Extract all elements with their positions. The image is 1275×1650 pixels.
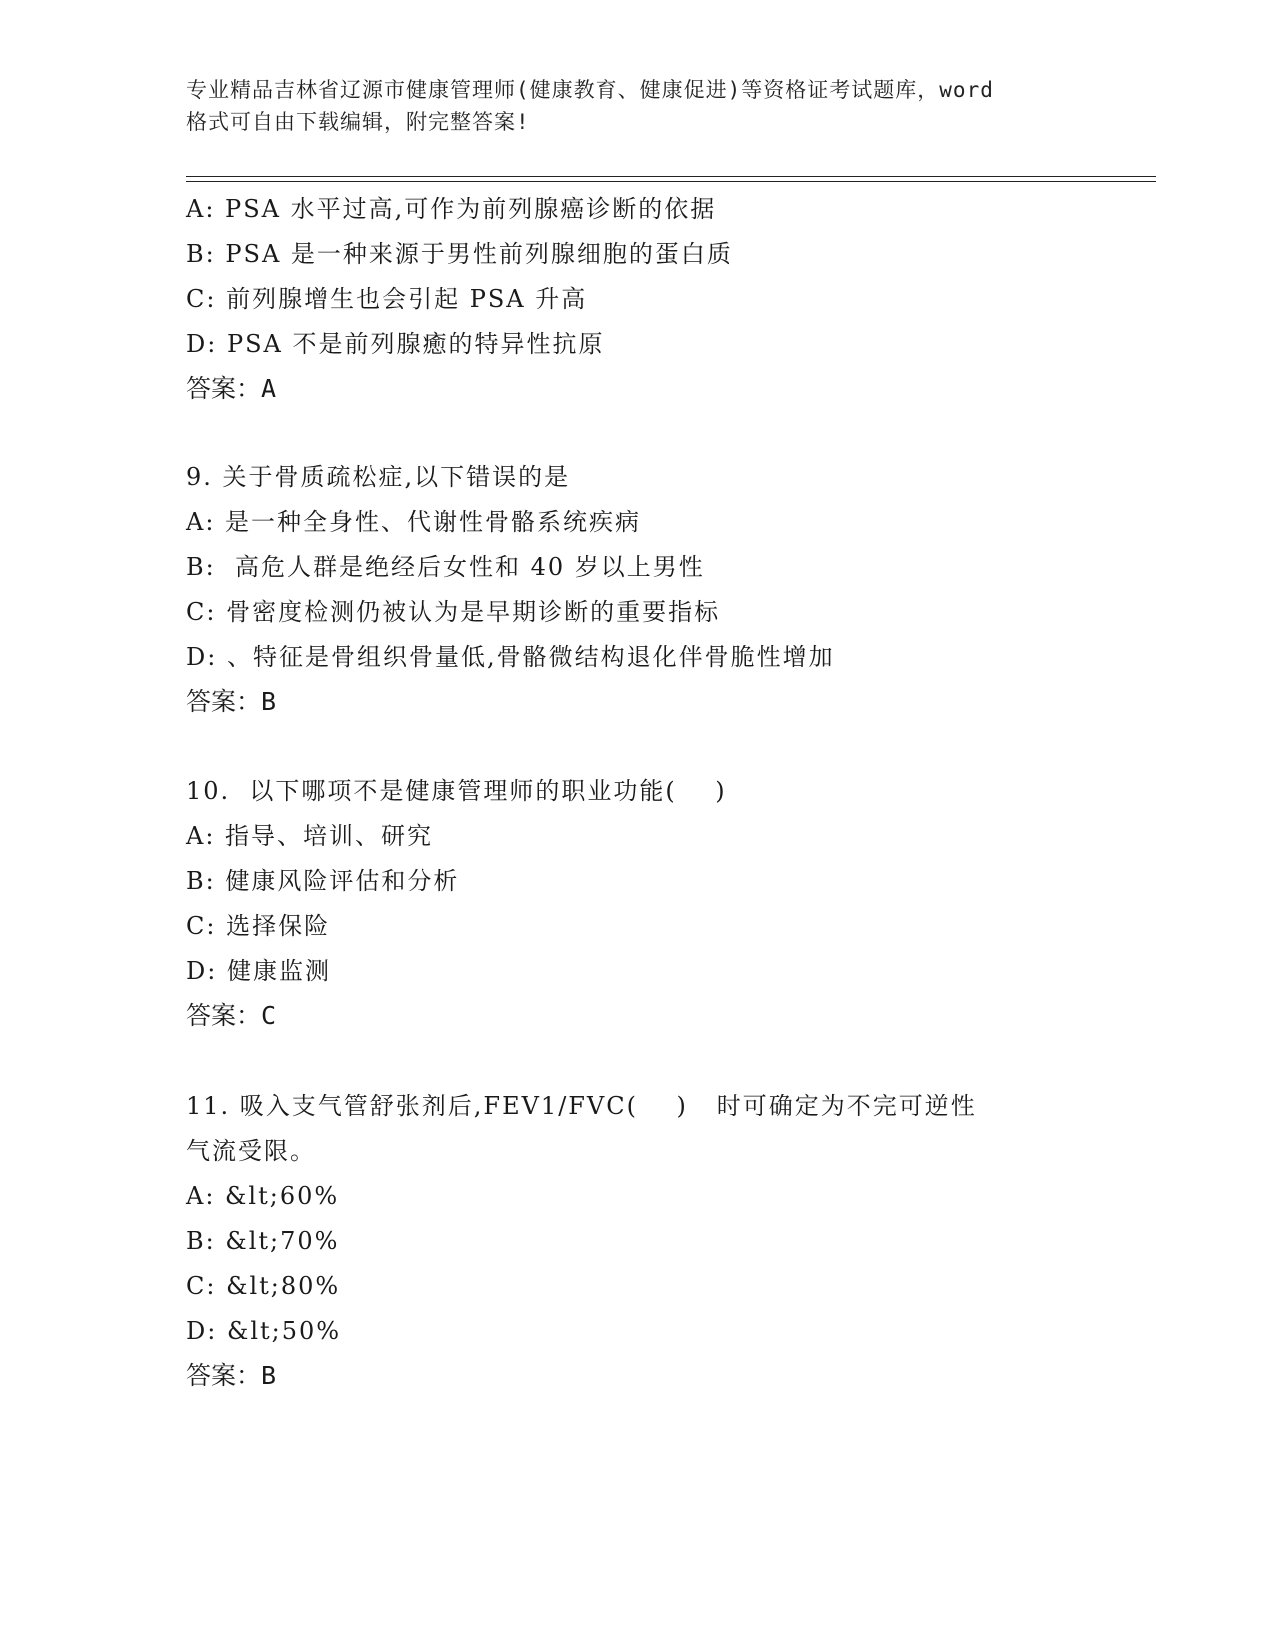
document-header (186, 74, 1086, 138)
q11-option-a: A: &lt;60% (186, 1182, 340, 1210)
q8-option-c: C: 前列腺增生也会引起 PSA 升高 (186, 285, 588, 313)
q10-option-b: B: 健康风险评估和分析 (186, 867, 460, 895)
q11-option-c: C: &lt;80% (186, 1272, 341, 1300)
q8-answer: 答案：A (186, 374, 277, 403)
q10-option-d: D: 健康监测 (186, 957, 331, 985)
q8-option-a: A: PSA 水平过高,可作为前列腺癌诊断的依据 (186, 195, 717, 223)
q8-option-b: B: PSA 是一种来源于男性前列腺细胞的蛋白质 (186, 240, 733, 268)
q10-option-a: A: 指导、培训、研究 (186, 822, 434, 850)
q8-option-d: D: PSA 不是前列腺癒的特异性抗原 (186, 330, 605, 358)
q9-option-a: A: 是一种全身性、代谢性骨骼系统疾病 (186, 508, 642, 536)
q11-option-d: D: &lt;50% (186, 1317, 342, 1345)
header-rule-bottom (186, 181, 1156, 182)
header-line-2: 格式可自由下载编辑，附完整答案! (186, 110, 530, 134)
header-line-1: 专业精品吉林省辽源市健康管理师(健康教育、健康促进)等资格证考试题库，word (186, 78, 994, 102)
q11-answer: 答案：B (186, 1361, 277, 1390)
q11-option-b: B: &lt;70% (186, 1227, 340, 1255)
q10-answer: 答案：C (186, 1001, 277, 1030)
q9-option-b: B: 高危人群是绝经后女性和 40 岁以上男性 (186, 553, 705, 581)
q9-option-d: D: 、特征是骨组织骨量低,骨骼微结构退化伴骨脆性增加 (186, 643, 835, 671)
q9-stem: 9. 关于骨质疏松症,以下错误的是 (186, 463, 571, 491)
q11-stem-line-1: 11. 吸入支气管舒张剂后,FEV1/FVC( ) 时可确定为不完可逆性 (186, 1092, 977, 1120)
q11-stem-line-2: 气流受限。 (186, 1137, 316, 1165)
q9-option-c: C: 骨密度检测仍被认为是早期诊断的重要指标 (186, 598, 721, 626)
q10-stem: 10. 以下哪项不是健康管理师的职业功能( ) (186, 777, 727, 805)
q9-answer: 答案：B (186, 687, 277, 716)
header-rule-top (186, 176, 1156, 177)
q10-option-c: C: 选择保险 (186, 912, 331, 940)
